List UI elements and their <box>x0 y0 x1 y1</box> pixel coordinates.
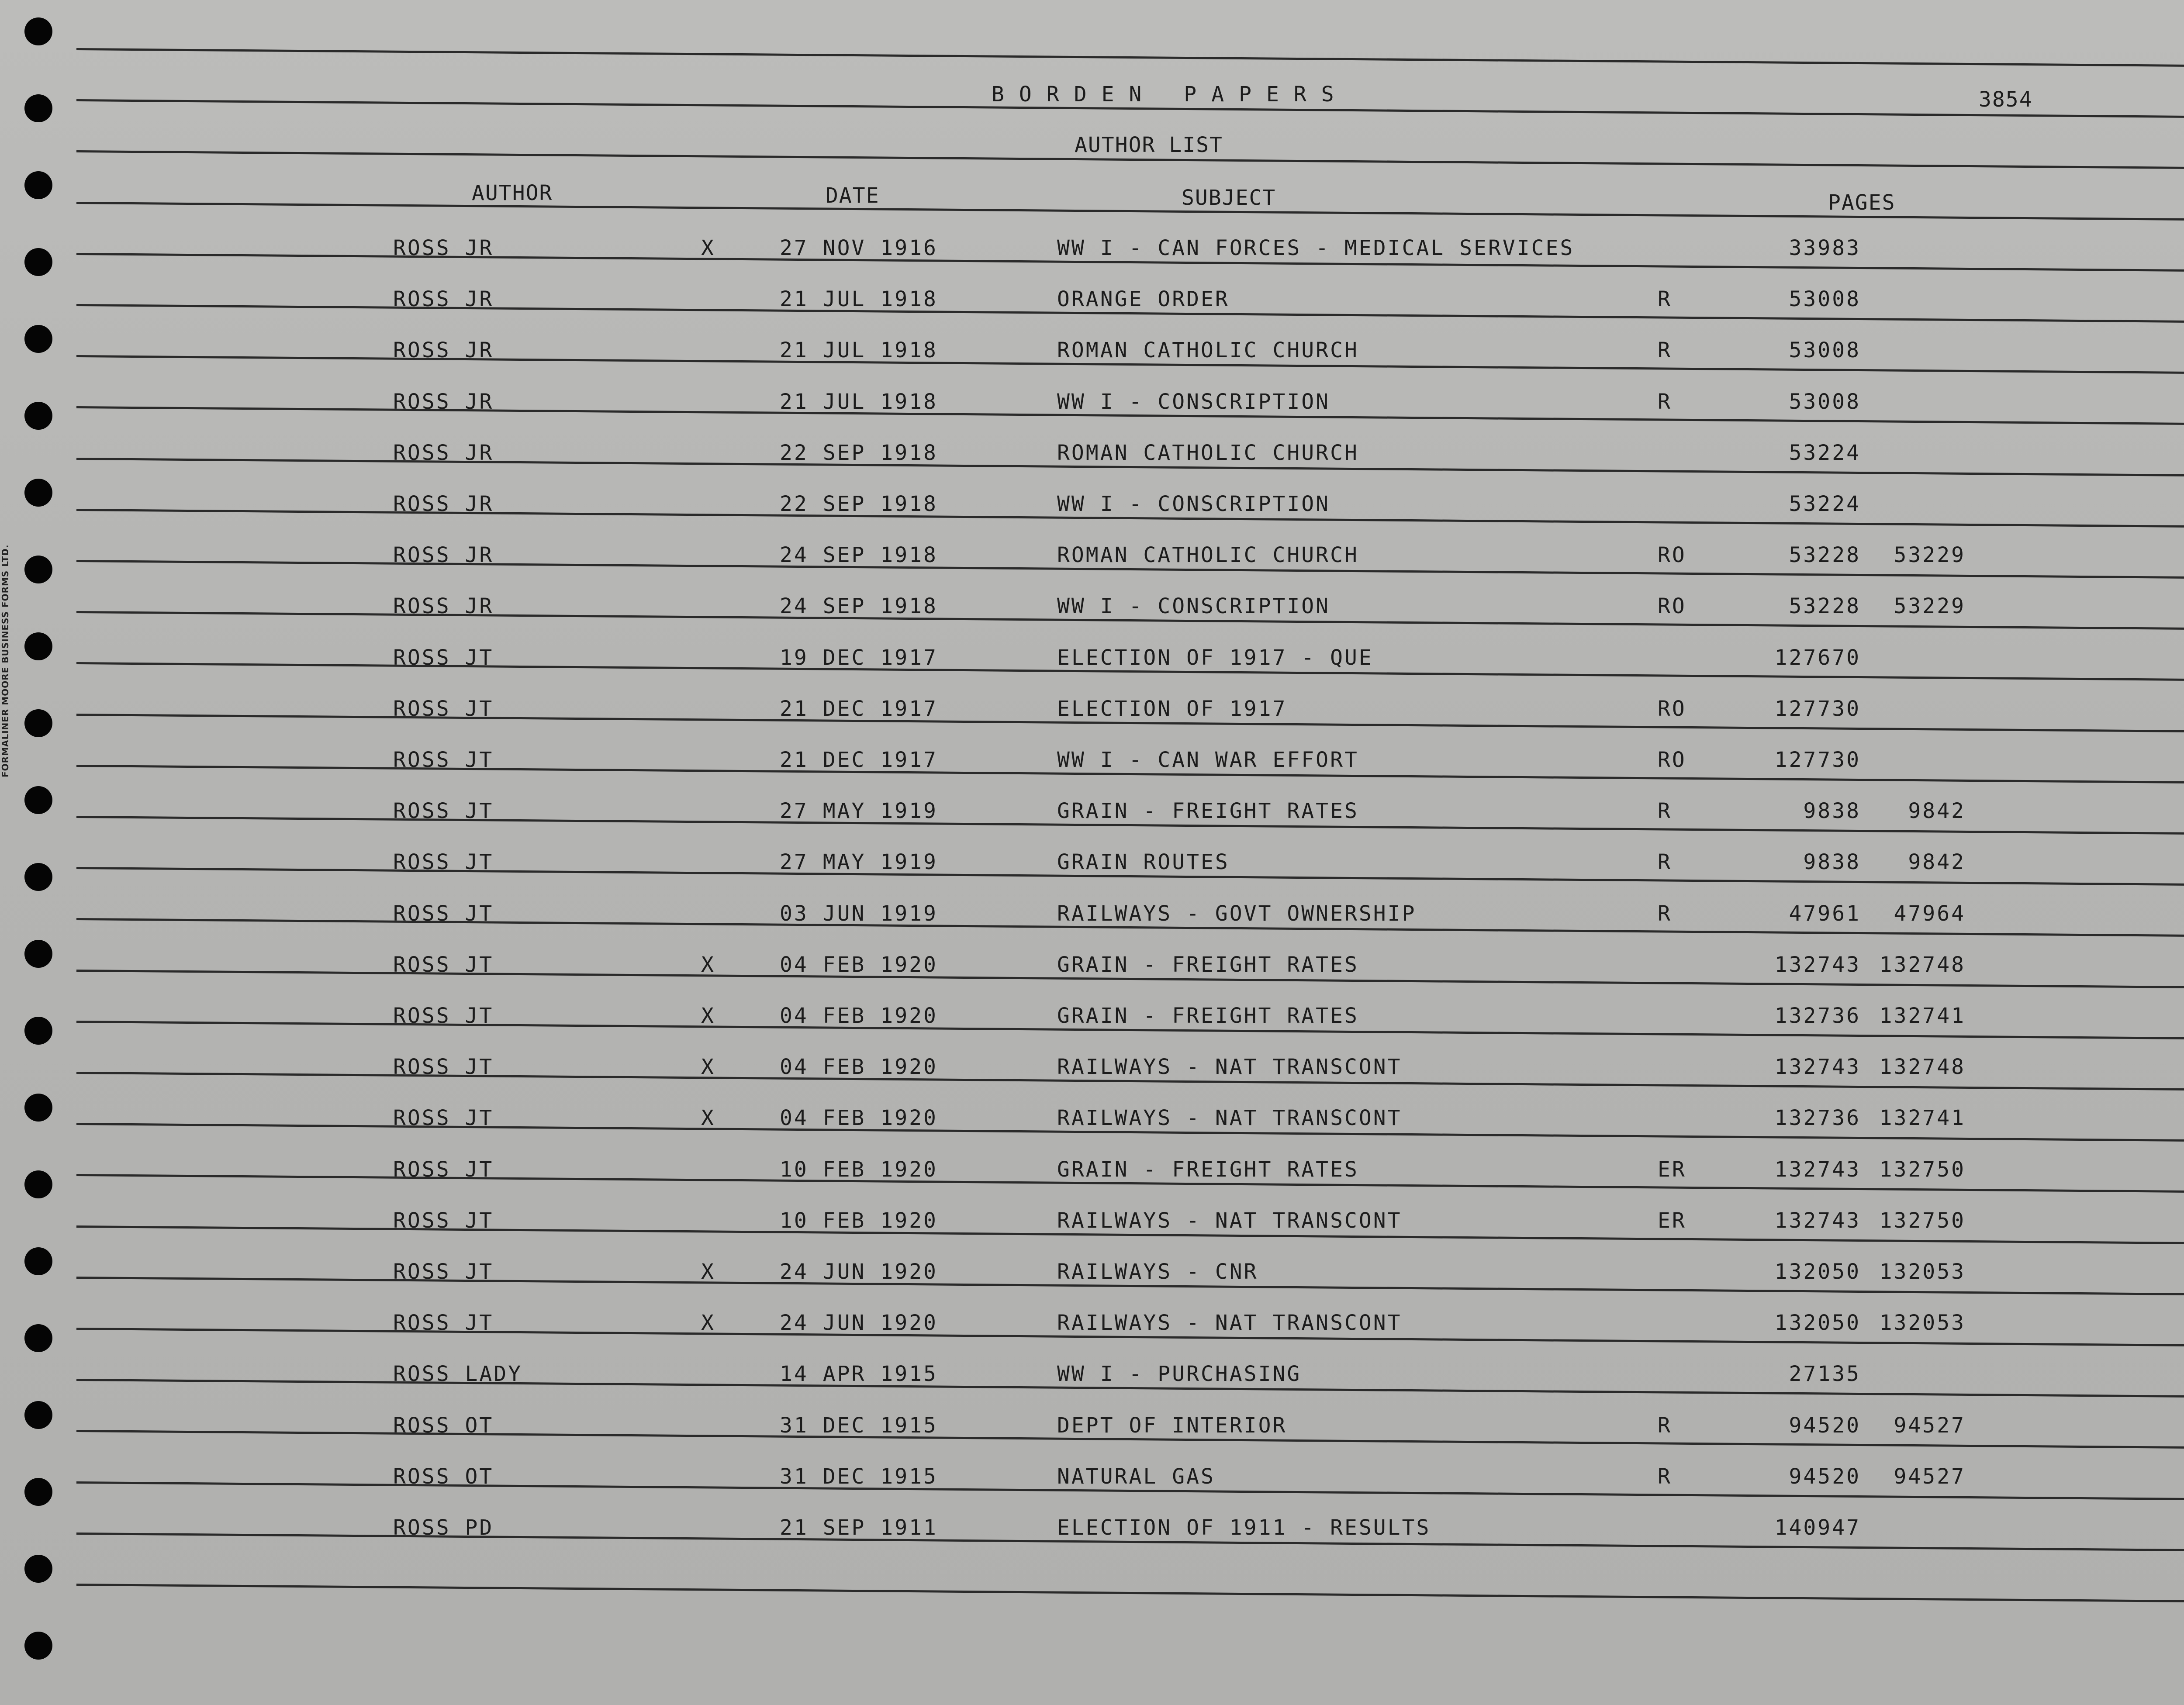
row-page-from: 132736 <box>1774 1106 1861 1131</box>
row-mark: X <box>701 1260 715 1284</box>
row-subject: ELECTION OF 1917 - QUE <box>1057 645 1373 670</box>
row-author: ROSS JR <box>393 543 494 568</box>
row-code: R <box>1658 389 1672 414</box>
row-page-from: 9838 <box>1803 850 1861 875</box>
table-row <box>0 1004 2184 1052</box>
row-page-from: 94520 <box>1789 1413 1861 1438</box>
table-row <box>0 901 2184 949</box>
row-code: R <box>1658 901 1672 926</box>
row-subject: WW I - CAN FORCES - MEDICAL SERVICES <box>1057 236 1575 260</box>
row-author: ROSS JR <box>393 492 494 516</box>
row-subject: ROMAN CATHOLIC CHURCH <box>1057 338 1359 363</box>
table-row <box>0 441 2184 489</box>
row-subject: GRAIN - FREIGHT RATES <box>1057 1004 1359 1028</box>
row-date: 24 SEP 1918 <box>780 543 938 568</box>
row-mark: X <box>701 1106 715 1131</box>
table-row <box>0 1157 2184 1205</box>
row-code: ER <box>1658 1157 1686 1182</box>
table-row <box>0 492 2184 540</box>
list-subtitle: AUTHOR LIST <box>1075 133 1223 157</box>
row-subject: ELECTION OF 1911 - RESULTS <box>1057 1515 1431 1540</box>
row-mark: X <box>701 952 715 977</box>
row-subject: ORANGE ORDER <box>1057 287 1230 312</box>
row-date: 21 SEP 1911 <box>780 1515 938 1540</box>
row-author: ROSS JT <box>393 1157 494 1182</box>
ruled-line <box>76 1584 2184 1603</box>
table-row <box>0 1106 2184 1154</box>
row-date: 04 FEB 1920 <box>780 1106 938 1131</box>
row-page-from: 132736 <box>1774 1004 1861 1028</box>
row-subject: WW I - CONSCRIPTION <box>1057 389 1330 414</box>
row-page-to: 132750 <box>1879 1157 1966 1182</box>
row-date: 27 NOV 1916 <box>780 236 938 260</box>
row-author: ROSS JT <box>393 1260 494 1284</box>
row-date: 04 FEB 1920 <box>780 1055 938 1080</box>
row-date: 21 DEC 1917 <box>780 696 938 721</box>
page-number: 3854 <box>1979 87 2033 112</box>
row-page-to: 132748 <box>1879 952 1966 977</box>
table-row <box>0 1515 2184 1563</box>
row-code: R <box>1658 338 1672 363</box>
row-subject: WW I - CONSCRIPTION <box>1057 492 1330 516</box>
row-code: ER <box>1658 1208 1686 1233</box>
row-date: 21 JUL 1918 <box>780 389 938 414</box>
row-date: 22 SEP 1918 <box>780 440 938 465</box>
row-subject: RAILWAYS - GOVT OWNERSHIP <box>1057 901 1417 926</box>
row-date: 31 DEC 1915 <box>780 1464 938 1489</box>
table-row <box>0 338 2184 386</box>
row-date: 27 MAY 1919 <box>780 799 938 824</box>
table-row <box>0 1208 2184 1256</box>
row-page-to: 9842 <box>1908 799 1966 824</box>
row-page-to: 132750 <box>1879 1208 1966 1233</box>
row-page-from: 132743 <box>1774 1157 1861 1182</box>
row-date: 24 SEP 1918 <box>780 594 938 619</box>
row-subject: RAILWAYS - NAT TRANSCONT <box>1057 1055 1402 1080</box>
row-author: ROSS JT <box>393 850 494 875</box>
row-date: 21 JUL 1918 <box>780 287 938 312</box>
row-code: R <box>1658 799 1672 824</box>
row-page-to: 9842 <box>1908 850 1966 875</box>
row-author: ROSS JT <box>393 799 494 824</box>
row-author: ROSS JR <box>393 594 494 619</box>
row-date: 21 JUL 1918 <box>780 338 938 363</box>
row-code: R <box>1658 287 1672 312</box>
row-code: RO <box>1658 696 1686 721</box>
row-page-to: 47964 <box>1894 901 1966 926</box>
row-page-from: 94520 <box>1789 1464 1861 1489</box>
row-page-from: 127730 <box>1774 696 1861 721</box>
column-header-pages: PAGES <box>1828 190 1896 215</box>
row-page-to: 94527 <box>1894 1464 1966 1489</box>
column-header-author: AUTHOR <box>472 181 553 205</box>
row-subject: GRAIN - FREIGHT RATES <box>1057 952 1359 977</box>
row-author: ROSS JT <box>393 748 494 772</box>
row-author: ROSS JT <box>393 696 494 721</box>
row-subject: WW I - CAN WAR EFFORT <box>1057 748 1359 772</box>
row-code: RO <box>1658 543 1686 568</box>
row-author: ROSS JT <box>393 1055 494 1080</box>
row-author: ROSS JR <box>393 440 494 465</box>
row-page-from: 53228 <box>1789 543 1861 568</box>
row-page-from: 127670 <box>1774 645 1861 670</box>
row-code: R <box>1658 1413 1672 1438</box>
margin-imprint: FORMALINER MOORE BUSINESS FORMS LTD. <box>0 544 10 777</box>
row-date: 04 FEB 1920 <box>780 1004 938 1028</box>
row-subject: DEPT OF INTERIOR <box>1057 1413 1287 1438</box>
table-row <box>0 1413 2184 1461</box>
feed-hole <box>24 17 52 45</box>
document-title: BORDEN PAPERS <box>992 82 1349 107</box>
column-header-date: DATE <box>826 183 880 208</box>
row-subject: ELECTION OF 1917 <box>1057 696 1287 721</box>
row-subject: RAILWAYS - NAT TRANSCONT <box>1057 1106 1402 1131</box>
row-author: ROSS OT <box>393 1413 494 1438</box>
table-row <box>0 236 2184 284</box>
row-page-from: 53008 <box>1789 338 1861 363</box>
row-mark: X <box>701 1055 715 1080</box>
row-author: ROSS OT <box>393 1464 494 1489</box>
ruled-line <box>76 48 2184 67</box>
row-date: 10 FEB 1920 <box>780 1208 938 1233</box>
row-date: 31 DEC 1915 <box>780 1413 938 1438</box>
row-page-to: 132053 <box>1879 1260 1966 1284</box>
row-subject: GRAIN - FREIGHT RATES <box>1057 1157 1359 1182</box>
table-row <box>0 697 2184 745</box>
row-page-to: 94527 <box>1894 1413 1966 1438</box>
row-code: RO <box>1658 594 1686 619</box>
feed-hole <box>24 94 52 122</box>
table-row <box>0 850 2184 898</box>
row-author: ROSS JT <box>393 1106 494 1131</box>
row-subject: WW I - CONSCRIPTION <box>1057 594 1330 619</box>
row-author: ROSS JT <box>393 901 494 926</box>
table-row <box>0 594 2184 642</box>
row-date: 22 SEP 1918 <box>780 492 938 516</box>
table-row <box>0 748 2184 796</box>
row-page-to: 53229 <box>1894 594 1966 619</box>
row-subject: GRAIN - FREIGHT RATES <box>1057 799 1359 824</box>
feed-hole <box>24 171 52 199</box>
row-author: ROSS JT <box>393 1208 494 1233</box>
row-author: ROSS JT <box>393 1311 494 1336</box>
row-author: ROSS JR <box>393 338 494 363</box>
row-page-from: 9838 <box>1803 799 1861 824</box>
row-author: ROSS JR <box>393 236 494 260</box>
row-page-from: 132050 <box>1774 1311 1861 1336</box>
row-code: R <box>1658 850 1672 875</box>
row-author: ROSS JT <box>393 952 494 977</box>
row-subject: ROMAN CATHOLIC CHURCH <box>1057 543 1359 568</box>
row-page-from: 47961 <box>1789 901 1861 926</box>
table-row <box>0 645 2184 694</box>
row-date: 14 APR 1915 <box>780 1362 938 1387</box>
row-page-from: 53008 <box>1789 389 1861 414</box>
table-row <box>0 1311 2184 1359</box>
row-page-to: 132741 <box>1879 1106 1966 1131</box>
row-page-to: 132748 <box>1879 1055 1966 1080</box>
row-page-from: 53224 <box>1789 440 1861 465</box>
table-row <box>0 1055 2184 1103</box>
row-subject: RAILWAYS - CNR <box>1057 1260 1258 1284</box>
row-page-from: 33983 <box>1789 236 1861 260</box>
row-page-from: 132743 <box>1774 1055 1861 1080</box>
row-page-from: 132743 <box>1774 952 1861 977</box>
table-row <box>0 953 2184 1001</box>
row-subject: NATURAL GAS <box>1057 1464 1215 1489</box>
table-row <box>0 1362 2184 1410</box>
table-row <box>0 1464 2184 1512</box>
row-page-from: 132050 <box>1774 1260 1861 1284</box>
row-author: ROSS JR <box>393 389 494 414</box>
table-row <box>0 287 2184 335</box>
row-subject: ROMAN CATHOLIC CHURCH <box>1057 440 1359 465</box>
row-author: ROSS PD <box>393 1515 494 1540</box>
table-row <box>0 799 2184 847</box>
row-author: ROSS LADY <box>393 1362 523 1387</box>
row-subject: RAILWAYS - NAT TRANSCONT <box>1057 1311 1402 1336</box>
row-date: 24 JUN 1920 <box>780 1311 938 1336</box>
row-date: 10 FEB 1920 <box>780 1157 938 1182</box>
row-mark: X <box>701 1311 715 1336</box>
row-mark: X <box>701 236 715 260</box>
table-row <box>0 1260 2184 1308</box>
row-author: ROSS JT <box>393 1004 494 1028</box>
row-page-from: 53008 <box>1789 287 1861 312</box>
row-code: RO <box>1658 748 1686 772</box>
feed-hole <box>24 1632 52 1660</box>
row-page-from: 140947 <box>1774 1515 1861 1540</box>
row-date: 04 FEB 1920 <box>780 952 938 977</box>
row-author: ROSS JR <box>393 287 494 312</box>
row-page-to: 132741 <box>1879 1004 1966 1028</box>
row-page-from: 53228 <box>1789 594 1861 619</box>
row-code: R <box>1658 1464 1672 1489</box>
row-date: 24 JUN 1920 <box>780 1260 938 1284</box>
column-header-subject: SUBJECT <box>1182 186 1276 210</box>
row-date: 27 MAY 1919 <box>780 850 938 875</box>
row-page-to: 132053 <box>1879 1311 1966 1336</box>
row-page-from: 53224 <box>1789 492 1861 516</box>
row-page-from: 127730 <box>1774 748 1861 772</box>
row-page-from: 132743 <box>1774 1208 1861 1233</box>
row-mark: X <box>701 1004 715 1028</box>
row-subject: RAILWAYS - NAT TRANSCONT <box>1057 1208 1402 1233</box>
row-subject: WW I - PURCHASING <box>1057 1362 1302 1387</box>
table-row <box>0 543 2184 591</box>
row-page-to: 53229 <box>1894 543 1966 568</box>
table-row <box>0 390 2184 438</box>
row-page-from: 27135 <box>1789 1362 1861 1387</box>
row-date: 21 DEC 1917 <box>780 748 938 772</box>
row-author: ROSS JT <box>393 645 494 670</box>
row-date: 03 JUN 1919 <box>780 901 938 926</box>
row-subject: GRAIN ROUTES <box>1057 850 1230 875</box>
row-date: 19 DEC 1917 <box>780 645 938 670</box>
